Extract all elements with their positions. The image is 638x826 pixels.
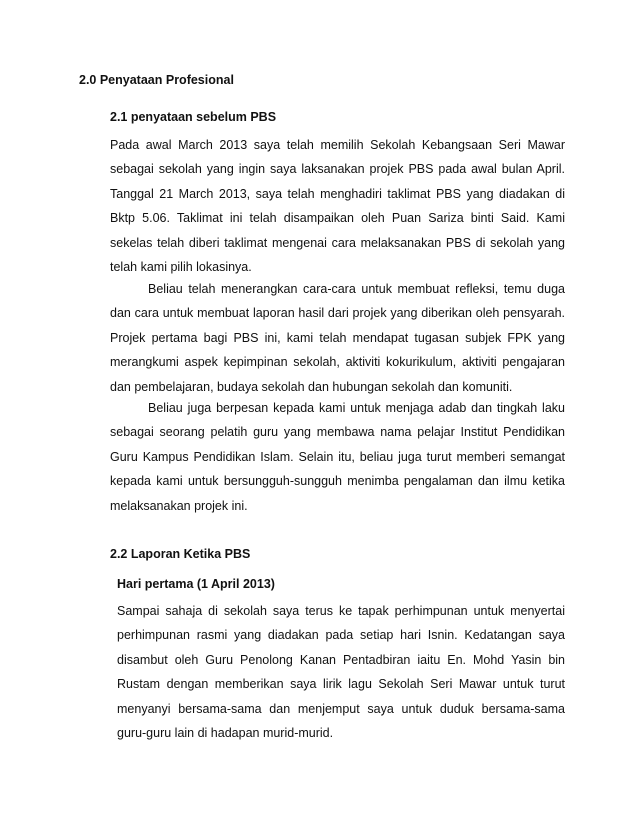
subsection-heading-2-1: 2.1 penyataan sebelum PBS — [110, 110, 277, 124]
subsection-heading-2-2: 2.2 Laporan Ketika PBS — [110, 547, 251, 561]
paragraph-pre-pbs-3: Beliau juga berpesan kepada kami untuk menjaga adab dan tingkah laku sebagai seorang pelatih guru yang membawa nama pelajar Institut Pendidikan Guru Kampus Pendidikan Islam. Selain itu, beliau juga turut memberi semangat kepada kami untuk bersungguh-sungguh menimba pengalaman dan ilmu ketika melaksanakan projek ini. — [110, 401, 565, 513]
paragraph-pre-pbs-1: Pada awal March 2013 saya telah memilih Sekolah Kebangsaan Seri Mawar sebagai sekolah yang ingin saya laksanakan projek PBS pada awal bulan April. Tanggal 21 March 2013, saya telah menghadiri taklimat PBS yang diadakan di Bktp 5.06. Taklimat ini telah disampaikan oleh Puan Sariza binti Said. Kami sekelas telah diberi taklimat mengenai cara melaksanakan PBS di sekolah yang telah kami pilih lokasinya. — [110, 138, 565, 275]
paragraph-day-1: Sampai sahaja di sekolah saya terus ke tapak perhimpunan untuk menyertai perhimpunan rasmi yang diadakan pada setiap hari Isnin. Kedatangan saya disambut oleh Guru Penolong Kanan Pentadbiran iaitu En. Mohd Yasin bin Rustam dengan memberikan saya lirik lagu Sekolah Seri Mawar untuk turut menyanyi bersama-sama dan menjemput saya untuk duduk bersama-sama guru-guru lain di hadapan murid-murid. — [117, 604, 565, 741]
paragraph-pre-pbs-2: Beliau telah menerangkan cara-cara untuk membuat refleksi, temu duga dan cara untuk membuat laporan hasil dari projek yang diberikan oleh pensyarah. Projek pertama bagi PBS ini, kami telah mendapat tugasan subjek FPK yang merangkumi aspek kepimpinan sekolah, aktiviti kokurikulum, aktiviti pengajaran dan pembelajaran, budaya sekolah dan hubungan sekolah dan komuniti. — [110, 282, 565, 394]
day-heading: Hari pertama (1 April 2013) — [117, 577, 275, 591]
section-heading: 2.0 Penyataan Profesional — [79, 73, 234, 87]
